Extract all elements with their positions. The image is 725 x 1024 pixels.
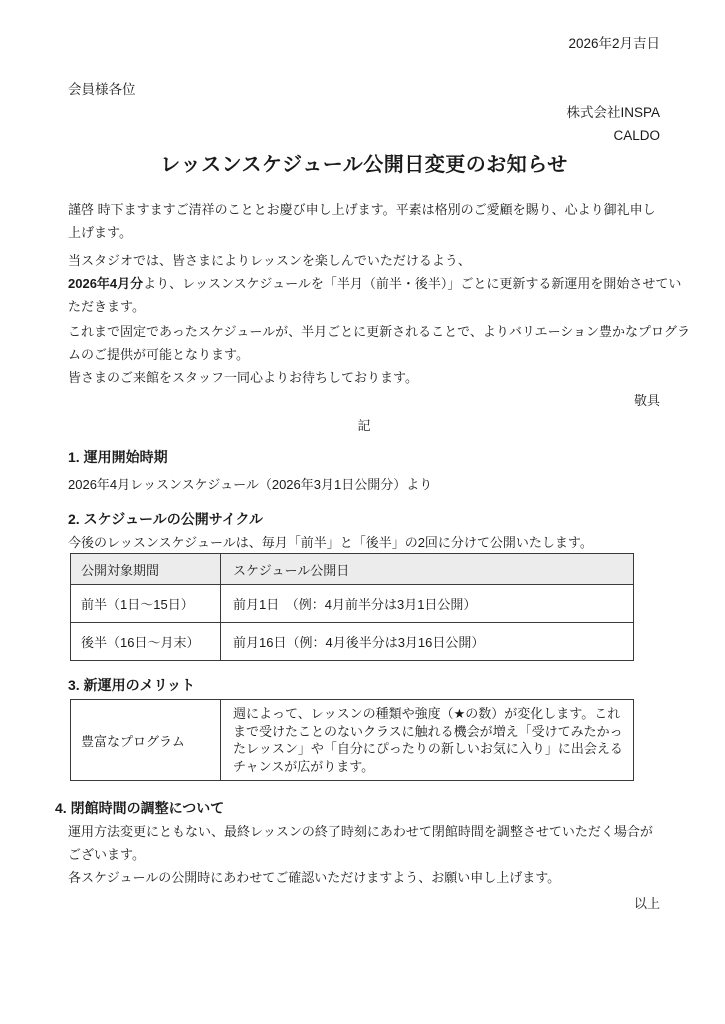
document-date: 2026年2月吉日	[568, 36, 660, 51]
merit-table	[70, 699, 634, 781]
sender-brand: CALDO	[613, 128, 660, 143]
recipient-line: 会員様各位	[68, 82, 136, 97]
new-operation-start-month: 2026年4月分	[68, 276, 144, 291]
publish-cycle-table	[70, 553, 634, 661]
header-cell-period: 公開対象期間	[71, 554, 221, 585]
section-4-heading: 4. 閉館時間の調整について	[55, 800, 225, 816]
intro-line-3: ただきます。	[68, 299, 145, 314]
intro-paragraph	[68, 249, 682, 318]
greeting-paragraph	[68, 198, 660, 244]
sender-block	[68, 101, 660, 147]
record-marker: 記	[357, 418, 371, 433]
header-cell-publish-date: スケジュール公開日	[221, 554, 634, 585]
cell-period-first-half: 前半（1日～15日）	[71, 585, 221, 623]
body-line-1: これまで固定であったスケジュールが、半月ごとに更新されることで、よりバリエーション豊かなプログラ	[68, 324, 691, 339]
table-row-first-half	[71, 585, 634, 623]
body-paragraph	[68, 320, 691, 389]
end-marker: 以上	[633, 896, 660, 911]
table-row-second-half	[71, 623, 634, 661]
closing-word: 敬具	[633, 393, 660, 408]
merit-label-cell: 豊富なプログラム	[71, 700, 221, 781]
section-4-line-1: 運用方法変更にともない、最終レッスンの終了時刻にあわせて閉館時間を調整させていただく場合が	[68, 824, 653, 839]
section-4-line-2: ございます。	[68, 847, 145, 862]
merit-desc-cell: 週によって、レッスンの種類や強度（★の数）が変化します。これまで受けたことのないクラスに触れる機会が増え「受けてみたかったレッスン」や「自分にぴったりの新しいお気に入り」に出会えるチャンスが広がります。	[221, 700, 634, 781]
sender-company: 株式会社INSPA	[566, 105, 660, 120]
section-4-line-3: 各スケジュールの公開時にあわせてご確認いただけますよう、お願い申し上げます。	[68, 870, 561, 885]
body-line-2: ムのご提供が可能となります。	[68, 347, 249, 362]
section-4-body	[68, 820, 660, 889]
cell-publish-first-half: 前月1日 （例：4月前半分は3月1日公開）	[221, 585, 634, 623]
body-line-3: 皆さまのご来館をスタッフ一同心よりお待ちしております。	[68, 370, 418, 385]
section-1-heading: 1. 運用開始時期	[68, 449, 168, 465]
section-2-heading: 2. スケジュールの公開サイクル	[68, 511, 264, 527]
greeting-line-2: 上げます。	[68, 225, 132, 240]
notice-title: レッスンスケジュール公開日変更のお知らせ	[160, 154, 568, 176]
merit-row	[71, 700, 634, 781]
greeting-line-1: 謹啓 時下ますますご清祥のこととお慶び申し上げます。平素は格別のご愛顧を賜り、心より御礼申し	[68, 202, 656, 217]
cell-publish-second-half: 前月16日（例：4月後半分は3月16日公開）	[221, 623, 634, 661]
intro-line-1: 当スタジオでは、皆さまによりレッスンを楽しんでいただけるよう、	[68, 253, 471, 268]
section-2-body: 今後のレッスンスケジュールは、毎月「前半」と「後半」の2回に分けて公開いたします。	[68, 535, 593, 550]
table-header-row	[71, 554, 634, 585]
intro-line-2	[68, 272, 682, 295]
intro-line-2-rest: より、レッスンスケジュールを「半月（前半・後半）」ごとに更新する新運用を開始させてい	[143, 276, 682, 291]
section-3-heading: 3. 新運用のメリット	[68, 677, 196, 693]
cell-period-second-half: 後半（16日～月末）	[71, 623, 221, 661]
section-1-body: 2026年4月レッスンスケジュール（2026年3月1日公開分）より	[68, 477, 433, 492]
